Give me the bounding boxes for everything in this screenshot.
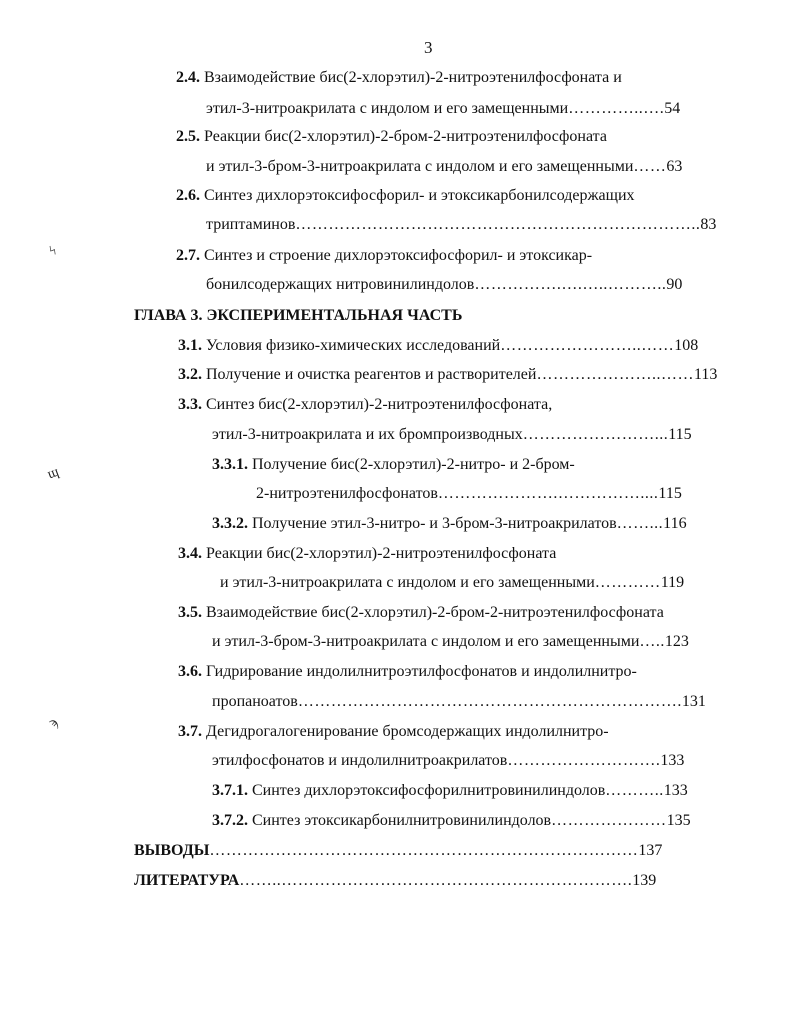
toc-number: 3.3.1. — [212, 456, 248, 473]
toc-title-cont: этилфосфонатов и индолилнитроакрилатов — [212, 752, 508, 769]
toc-page: 133 — [660, 752, 685, 769]
toc-leader: ……………………………………………………………. — [297, 693, 682, 710]
toc-page: 123 — [664, 633, 689, 650]
toc-leader: ……….. — [605, 782, 664, 799]
toc-title: Синтез и строение дихлорэтоксифосфорил- и этоксикар- — [204, 247, 593, 264]
toc-page: 133 — [663, 782, 688, 799]
toc-entry-3-7-1 — [212, 781, 688, 801]
toc-entry-2-4-line2 — [206, 99, 680, 119]
toc-entry-2-5-line2 — [206, 157, 682, 177]
toc-heading: ЛИТЕРАТУРА — [134, 872, 240, 889]
toc-title: Синтез бис(2-хлорэтил)-2-нитроэтенилфосфоната, — [206, 396, 553, 413]
toc-entry-3-7-2 — [212, 811, 691, 831]
toc-title: Взаимодействие бис(2-хлорэтил)-2-бром-2-нитроэтенилфосфоната — [206, 604, 664, 621]
toc-page: 63 — [666, 158, 683, 175]
toc-title-cont: и этил-3-бром-3-нитроакрилата с индолом и его замещенными — [212, 633, 640, 650]
toc-number: 3.5. — [178, 604, 202, 621]
scan-artifact-mark: ϡ — [47, 715, 60, 732]
toc-leader: ………………… — [551, 812, 667, 829]
toc-number: 3.3. — [178, 396, 202, 413]
toc-entry-references — [134, 871, 656, 891]
scan-artifact-mark: ɰ — [45, 464, 61, 483]
toc-entry-3-1 — [178, 336, 698, 356]
toc-title: Получение этил-3-нитро- и 3-бром-3-нитроакрилатов — [252, 515, 617, 532]
toc-leader: …………….….…..……….. — [474, 276, 667, 293]
toc-number: 2.5. — [176, 128, 200, 145]
toc-leader: …………..…. — [568, 100, 665, 117]
toc-number: 2.4. — [176, 69, 200, 86]
toc-leader: …… — [633, 158, 667, 175]
toc-entry-3-7-line2 — [212, 751, 684, 771]
toc-entry-2-4-line1 — [176, 68, 622, 88]
toc-page: 108 — [674, 337, 699, 354]
toc-title-cont: и этил-3-нитроакрилата с индолом и его замещенными — [220, 574, 595, 591]
toc-page: 119 — [660, 574, 685, 591]
toc-entry-3-3-line1 — [178, 395, 552, 415]
toc-page: 137 — [638, 842, 663, 859]
toc-page: 135 — [666, 812, 691, 829]
toc-title: Гидрирование индолилнитроэтилфосфонатов и индолилнитро- — [206, 663, 637, 680]
toc-number: 3.7.2. — [212, 812, 248, 829]
toc-entry-3-3-1-line2 — [256, 484, 682, 504]
toc-entry-3-3-2 — [212, 514, 687, 534]
toc-entry-2-5-line1 — [176, 127, 607, 147]
toc-number: 2.7. — [176, 247, 200, 264]
toc-page: 116 — [663, 515, 687, 532]
toc-title: Получение и очистка реагентов и растворителей — [206, 366, 537, 383]
toc-entry-3-5-line2 — [212, 632, 689, 652]
toc-page: 131 — [681, 693, 706, 710]
toc-title: Синтез дихлорэтоксифосфорилнитровинилиндолов — [252, 782, 606, 799]
toc-title: Реакции бис(2-хлорэтил)-2-бром-2-нитроэтенилфосфоната — [204, 128, 607, 145]
toc-title: Условия физико-химических исследований — [206, 337, 501, 354]
toc-title: Получение бис(2-хлорэтил)-2-нитро- и 2-бром- — [252, 456, 575, 473]
toc-number: 3.3.2. — [212, 515, 248, 532]
toc-page: 90 — [666, 276, 683, 293]
toc-entry-conclusions — [134, 841, 662, 861]
toc-page: 115 — [658, 485, 682, 502]
toc-page: 113 — [693, 366, 718, 383]
toc-title-cont: и этил-3-бром-3-нитроакрилата с индолом и его замещенными — [206, 158, 634, 175]
toc-leader: ….. — [639, 633, 665, 650]
toc-entry-3-6-line1 — [178, 662, 637, 682]
toc-title-cont: 2-нитроэтенилфосфонатов — [256, 485, 438, 502]
toc-entry-3-7-line1 — [178, 722, 609, 742]
toc-entry-3-2 — [178, 365, 717, 385]
toc-title-cont: этил-3-нитроакрилата и их бромпроизводных — [212, 426, 523, 443]
toc-number: 3.7.1. — [212, 782, 248, 799]
toc-entry-3-3-1-line1 — [212, 455, 575, 475]
toc-entry-3-4-line2 — [220, 573, 684, 593]
toc-number: 3.2. — [178, 366, 202, 383]
toc-number: 3.7. — [178, 723, 202, 740]
toc-leader: ……………………………………………………………….. — [295, 216, 701, 233]
toc-leader: ………… — [594, 574, 661, 591]
toc-leader: …………………..…… — [536, 366, 694, 383]
page-number: 3 — [424, 38, 433, 57]
toc-entry-3-4-line1 — [178, 544, 556, 564]
toc-page: 139 — [632, 872, 657, 889]
toc-leader: ……... — [616, 515, 664, 532]
toc-entry-2-7-line2 — [206, 275, 682, 295]
toc-entry-2-6-line1 — [176, 186, 635, 206]
toc-page: 54 — [664, 100, 681, 117]
toc-entry-2-6-line2 — [206, 215, 716, 235]
toc-title: Дегидрогалогенирование бромсодержащих индолилнитро- — [206, 723, 609, 740]
toc-leader: …………………………………………………………………… — [209, 842, 639, 859]
chapter-heading: ГЛАВА 3. ЭКСПЕРИМЕНТАЛЬНАЯ ЧАСТЬ — [134, 307, 463, 324]
toc-leader: ………………….…………….... — [437, 485, 659, 502]
toc-number: 2.6. — [176, 187, 200, 204]
toc-title-cont: пропаноатов — [212, 693, 298, 710]
toc-leader: ……..………………………………………………………. — [239, 872, 633, 889]
toc-leader: ……………………... — [522, 426, 669, 443]
toc-entry-3-6-line2 — [212, 692, 706, 712]
toc-page: 115 — [668, 426, 692, 443]
toc-leader: ……………………..…… — [500, 337, 675, 354]
toc-entry-3-3-line2 — [212, 425, 692, 445]
toc-title: Взаимодействие бис(2-хлорэтил)-2-нитроэтенилфосфоната и — [204, 69, 622, 86]
toc-number: 3.6. — [178, 663, 202, 680]
toc-title-cont: триптаминов — [206, 216, 296, 233]
toc-title-cont: бонилсодержащих нитровинилиндолов — [206, 276, 475, 293]
toc-title: Синтез дихлорэтоксифосфорил- и этоксикарбонилсодержащих — [204, 187, 635, 204]
toc-page: 83 — [700, 216, 717, 233]
toc-title: Реакции бис(2-хлорэтил)-2-нитроэтенилфосфоната — [206, 545, 557, 562]
scan-artifact-mark: ϟ — [47, 243, 59, 260]
toc-title-cont: этил-3-нитроакрилата с индолом и его замещенными — [206, 100, 569, 117]
toc-entry-2-7-line1 — [176, 246, 592, 266]
toc-number: 3.1. — [178, 337, 202, 354]
toc-heading: ВЫВОДЫ — [134, 842, 210, 859]
toc-entry-3-5-line1 — [178, 603, 664, 623]
toc-title: Синтез этоксикарбонилнитровинилиндолов — [252, 812, 552, 829]
toc-number: 3.4. — [178, 545, 202, 562]
toc-leader: ………………………. — [507, 752, 661, 769]
